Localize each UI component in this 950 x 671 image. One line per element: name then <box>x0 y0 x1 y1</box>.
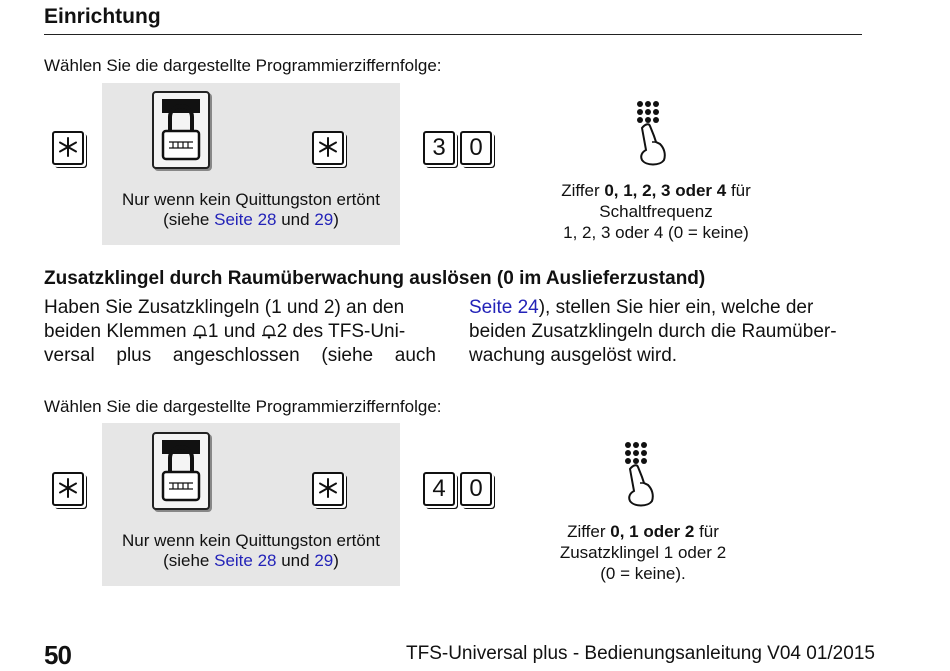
asterisk-icon <box>318 478 338 498</box>
star-key <box>312 131 344 165</box>
box-note-line1: Nur wenn kein Quittungston ertönt <box>122 190 380 209</box>
box-note <box>102 190 400 230</box>
paragraph-right: Seite 24), stellen Sie hier ein, welche der beiden Zusatzklingeln durch die Raumüber- wachung ausgelöst wird. <box>469 297 837 366</box>
bell-icon <box>261 323 277 339</box>
digit-note: Ziffer 0, 1, 2, 3 oder 4 für Schaltfrequenz 1, 2, 3 oder 4 (0 = keine) <box>561 181 751 242</box>
star-key <box>52 131 84 165</box>
box-note-line1: Nur wenn kein Quittungston ertönt <box>122 531 380 550</box>
instruction-text: Wählen Sie die dargestellte Programmierziffernfolge: <box>44 56 442 75</box>
page-link[interactable]: Seite 28 <box>214 551 277 570</box>
page-link[interactable]: 29 <box>314 551 334 570</box>
star-key <box>52 472 84 506</box>
bell-icon <box>192 323 208 339</box>
paragraph-left: Haben Sie Zusatzklingeln (1 und 2) an den beiden Klemmen 1 und 2 des TFS-Uni- versal plus angeschlossen (siehe auch <box>44 297 436 366</box>
box-note <box>102 531 400 571</box>
page-link[interactable]: 29 <box>314 210 334 229</box>
page-link[interactable]: Seite 28 <box>214 210 277 229</box>
programming-lock-icon <box>152 432 210 510</box>
box-note-line2: (siehe Seite 28 und 29) <box>163 210 339 229</box>
asterisk-icon <box>318 137 338 157</box>
keypad-hand-icon <box>632 98 672 168</box>
page-link[interactable]: Seite 24 <box>469 297 539 318</box>
instruction-text: Wählen Sie die dargestellte Programmierziffernfolge: <box>44 397 442 416</box>
keypad-hand-icon <box>620 439 660 509</box>
programming-lock-icon <box>152 91 210 169</box>
asterisk-icon <box>58 478 78 498</box>
title-divider <box>44 34 862 35</box>
page-title: Einrichtung <box>44 5 161 28</box>
digit-key: 4 <box>423 472 455 506</box>
asterisk-icon <box>58 137 78 157</box>
section-heading: Zusatzklingel durch Raumüberwachung auslösen (0 im Auslieferzustand) <box>44 268 706 289</box>
digit-key: 0 <box>460 131 492 165</box>
digit-key: 3 <box>423 131 455 165</box>
box-note-line2: (siehe Seite 28 und 29) <box>163 551 339 570</box>
footer-title: TFS-Universal plus - Bedienungsanleitung V04 01/2015 <box>406 643 875 664</box>
digit-key: 0 <box>460 472 492 506</box>
star-key <box>312 472 344 506</box>
digit-note: Ziffer 0, 1 oder 2 für Zusatzklingel 1 oder 2 (0 = keine). <box>559 522 727 583</box>
page-number: 50 <box>44 640 71 670</box>
